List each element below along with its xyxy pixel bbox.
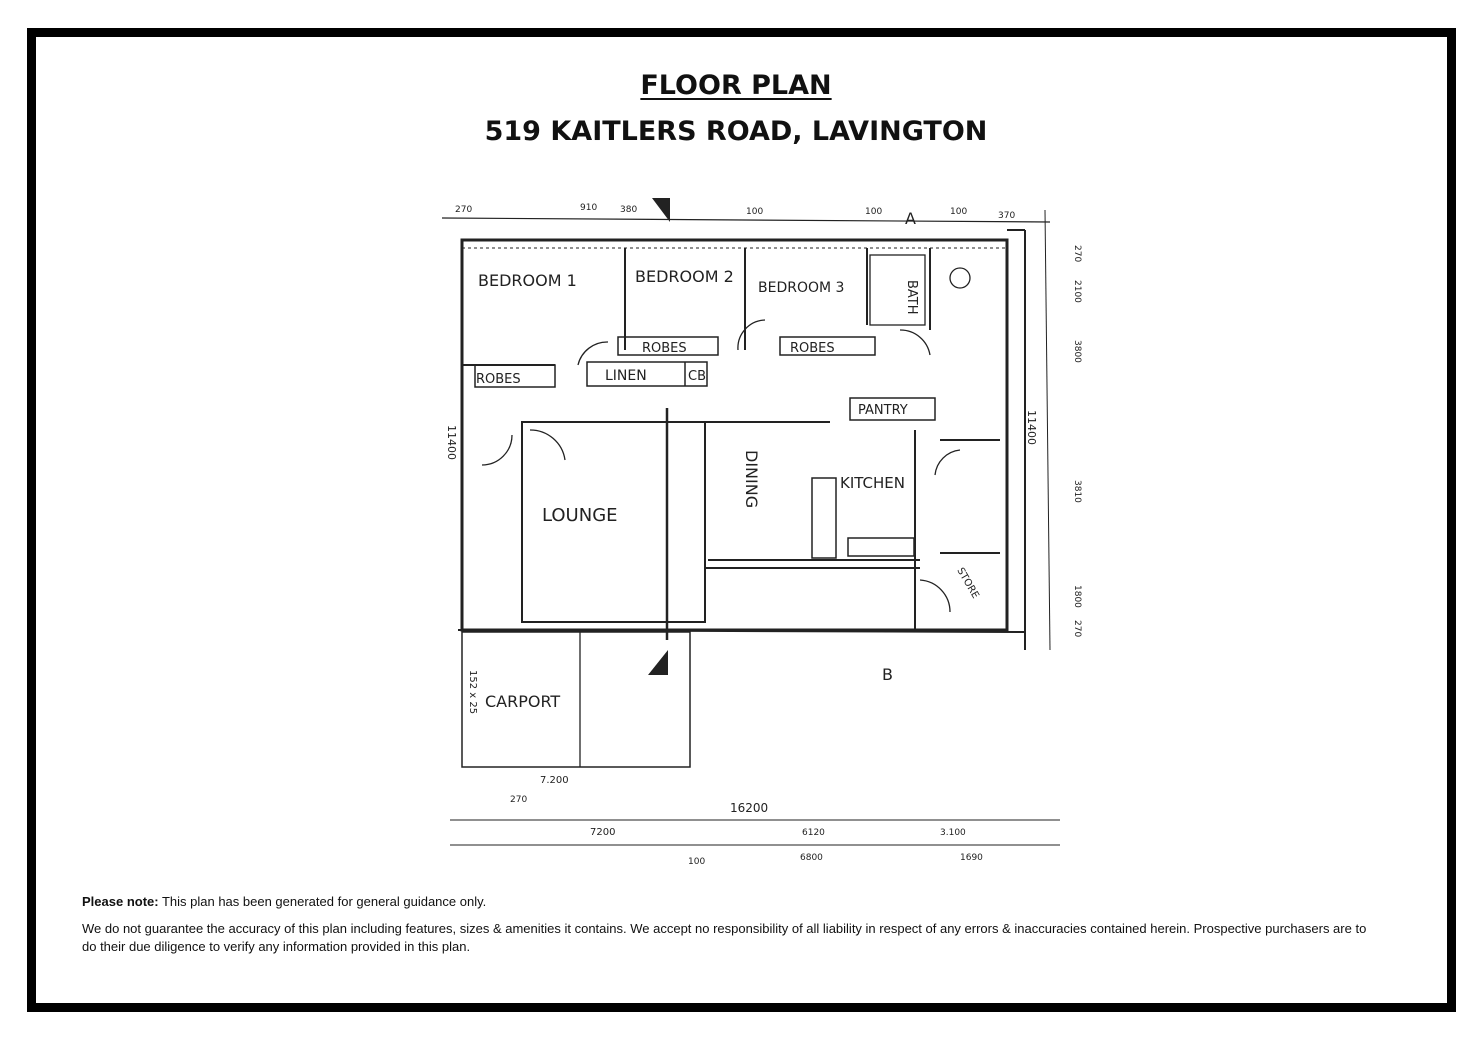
dim-top: 910 xyxy=(580,203,598,213)
dim-left: 11400 xyxy=(445,425,458,460)
door-swing xyxy=(900,330,930,355)
dim-bottom-extra: 3.100 xyxy=(940,828,966,838)
stove xyxy=(848,538,914,556)
room-label-lounge: LOUNGE xyxy=(542,505,618,526)
door-swing xyxy=(920,580,950,612)
room-label-robes2: ROBES xyxy=(642,341,687,356)
dim-top: 100 xyxy=(746,207,764,217)
note-line xyxy=(82,893,486,911)
dim-bottom-extra: 6120 xyxy=(802,828,825,838)
room-label-dining: DINING xyxy=(742,450,761,509)
dim-right: 270 xyxy=(1072,245,1082,263)
floor-plan-svg xyxy=(430,180,1080,880)
room-label-store: STORE xyxy=(954,566,981,601)
dim-top: 270 xyxy=(455,205,473,215)
dim-post: 152 x 25 xyxy=(467,670,478,715)
room-label-bedroom3: BEDROOM 3 xyxy=(758,280,845,296)
room-label-linen: LINEN xyxy=(605,368,647,384)
dim-bottom-extra: 1690 xyxy=(960,853,983,863)
room-label-bedroom2: BEDROOM 2 xyxy=(635,267,734,286)
disclaimer: We do not guarantee the accuracy of this plan including features, sizes & amenities it contains. We accept no responsibility of all liability in respect of any errors & inaccuracies contained herein. Prospective purchasers are to do their due diligence to verify any information provided in this plan. xyxy=(82,921,1367,954)
page-title: FLOOR PLAN xyxy=(640,70,832,101)
note-label: Please note: xyxy=(82,894,159,909)
dim-right: 2100 xyxy=(1072,280,1082,303)
room-label-bath: BATH xyxy=(904,280,919,315)
dim-top: 370 xyxy=(998,211,1016,221)
door-swing xyxy=(935,450,960,475)
dim-right: 3810 xyxy=(1072,480,1082,503)
dim-bottom-lounge: 7200 xyxy=(590,827,616,838)
dim-top: 100 xyxy=(865,207,883,217)
marker-b: B xyxy=(882,665,893,684)
section-arrow-top xyxy=(652,198,670,222)
room-label-pantry: PANTRY xyxy=(858,403,908,418)
room-label-robes3: ROBES xyxy=(790,341,835,356)
room-label-robes1: ROBES xyxy=(476,372,521,387)
door-swing xyxy=(482,435,512,465)
marker-a: A xyxy=(905,209,916,228)
property-address: 519 KAITLERS ROAD, LAVINGTON xyxy=(484,116,988,147)
dimension-line-top xyxy=(442,218,1050,222)
toilet xyxy=(950,268,970,288)
section-arrow-bottom xyxy=(648,650,668,675)
dim-top: 100 xyxy=(950,207,968,217)
room-label-bedroom1: BEDROOM 1 xyxy=(478,271,577,290)
dimension-line-right xyxy=(1045,210,1050,650)
door-swing xyxy=(530,430,565,460)
dim-top: 380 xyxy=(620,205,638,215)
door-swing xyxy=(738,320,765,350)
note-text: This plan has been generated for general guidance only. xyxy=(158,894,487,909)
kitchen-bench xyxy=(812,478,836,558)
room-label-carport: CARPORT xyxy=(485,692,561,711)
dim-right: 1800 xyxy=(1072,585,1082,608)
room-label-cb: CB xyxy=(688,369,706,384)
dim-right: 3800 xyxy=(1072,340,1082,363)
dim-right: 11400 xyxy=(1025,410,1038,445)
dim-bottom-extra: 100 xyxy=(688,857,706,867)
dim-bottom-extra: 270 xyxy=(510,795,528,805)
dim-right: 270 xyxy=(1072,620,1082,638)
floor-plan-drawing xyxy=(430,180,1080,880)
dim-bottom-extra: 6800 xyxy=(800,853,823,863)
dim-bottom-main: 16200 xyxy=(730,801,769,815)
dim-bottom-carport: 7.200 xyxy=(540,775,569,786)
room-label-kitchen: KITCHEN xyxy=(840,474,905,492)
